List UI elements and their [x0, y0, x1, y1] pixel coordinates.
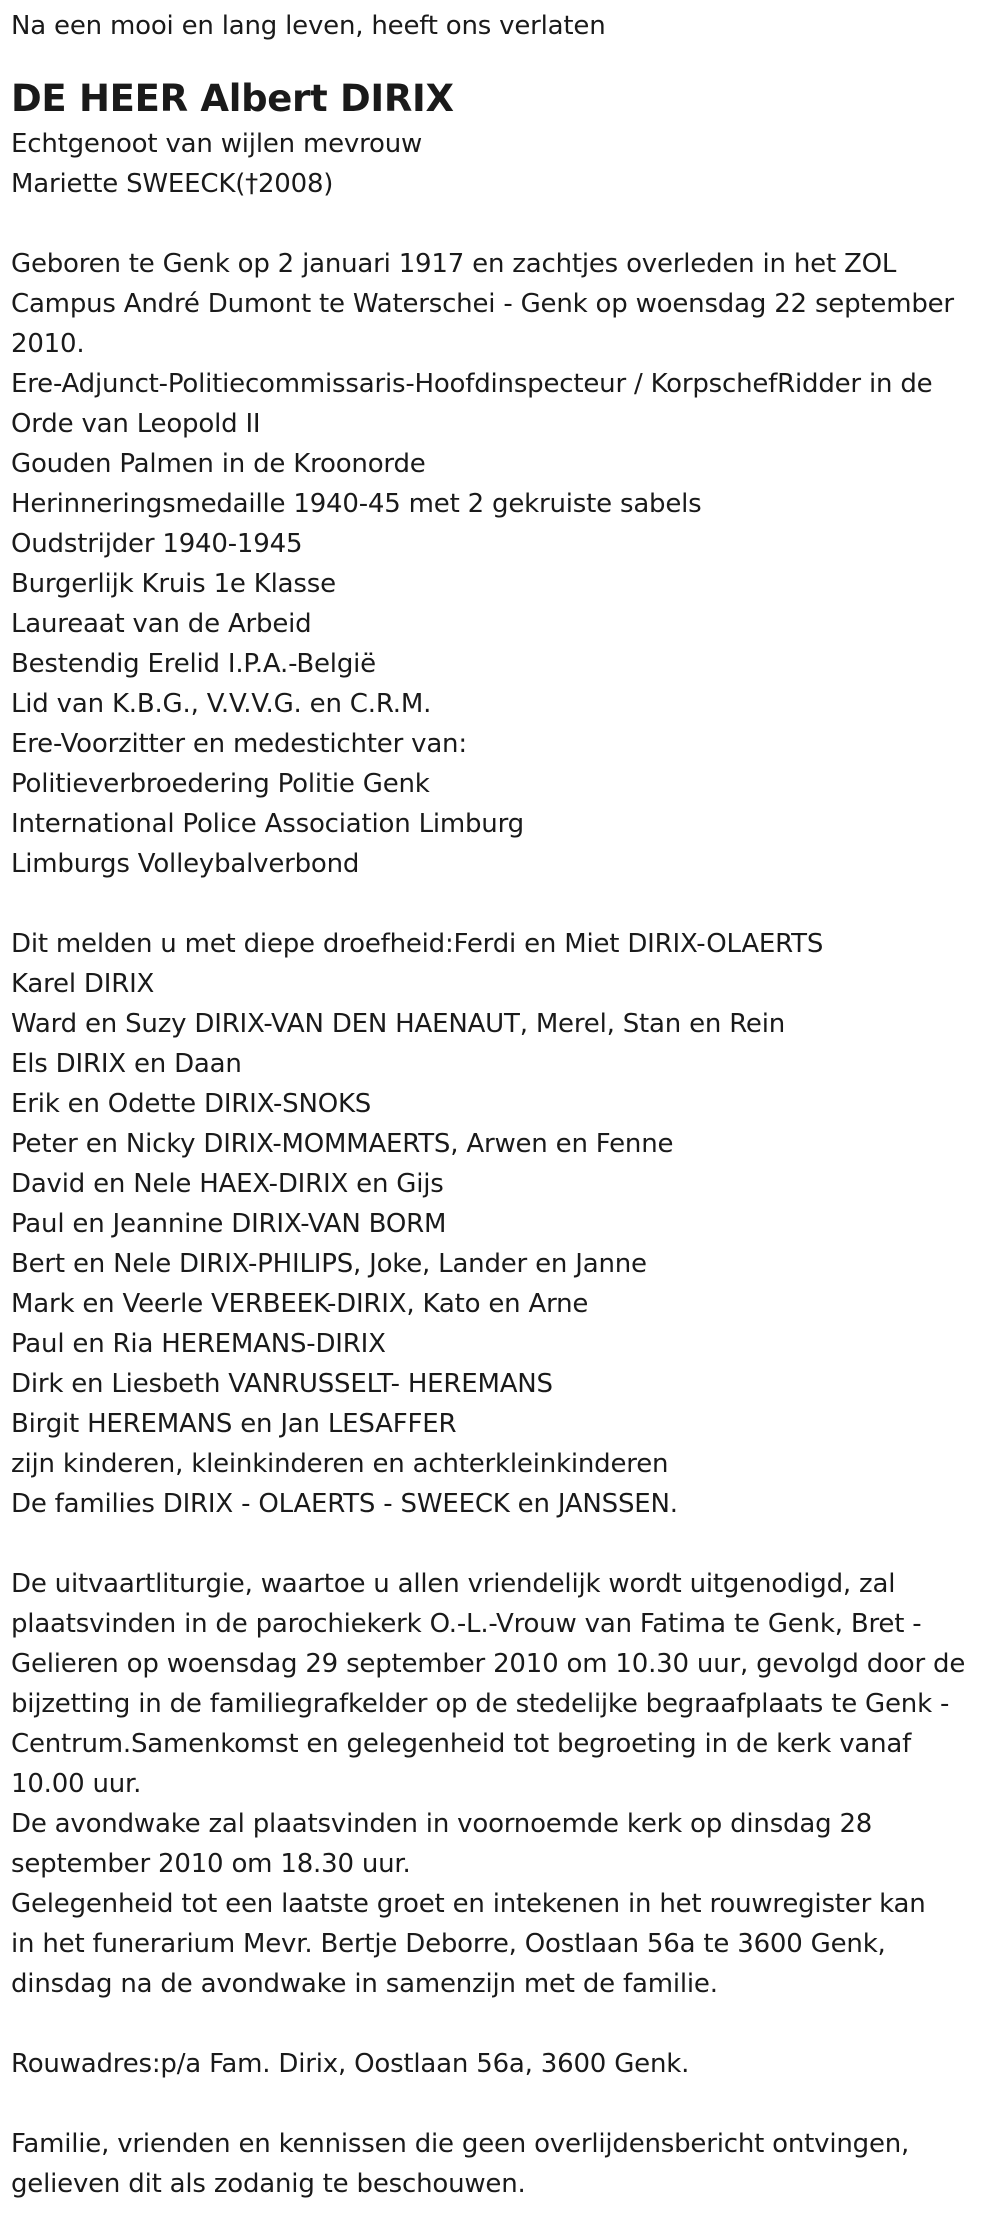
funeral-line: plaatsvinden in de parochiekerk O.-L.-Vrouw van Fatima te Genk, Bret -	[11, 1609, 922, 1639]
biography-line: Lid van K.B.G., V.V.V.G. en C.R.M.	[11, 689, 432, 719]
family-line: Paul en Ria HEREMANS-DIRIX	[11, 1329, 386, 1359]
deceased-name: DE HEER Albert DIRIX	[11, 77, 454, 120]
funeral-line: Gelegenheid tot een laatste groet en intekenen in het rouwregister kan	[11, 1889, 926, 1919]
family-line: Karel DIRIX	[11, 969, 155, 999]
funeral-line: dinsdag na de avondwake in samenzijn met de familie.	[11, 1969, 718, 1999]
funeral-line: De avondwake zal plaatsvinden in voornoemde kerk op dinsdag 28	[11, 1809, 873, 1839]
closing-line: Familie, vrienden en kennissen die geen overlijdensbericht ontvingen,	[11, 2129, 910, 2159]
family-line: Bert en Nele DIRIX-PHILIPS, Joke, Lander en Janne	[11, 1249, 647, 1279]
funeral-line: De uitvaartliturgie, waartoe u allen vriendelijk wordt uitgenodigd, zal	[11, 1569, 896, 1599]
family-line: Ward en Suzy DIRIX-VAN DEN HAENAUT, Merel, Stan en Rein	[11, 1009, 786, 1039]
funeral-section	[11, 1564, 991, 2004]
funeral-line: bijzetting in de familiegrafkelder op de stedelijke begraafplaats te Genk -	[11, 1689, 950, 1719]
mourning-address: Rouwadres:p/a Fam. Dirix, Oostlaan 56a, 3600 Genk.	[11, 2049, 690, 2079]
biography-line: Campus André Dumont te Waterschei - Genk op woensdag 22 september	[11, 289, 954, 319]
family-line: Dit melden u met diepe droefheid:Ferdi en Miet DIRIX-OLAERTS	[11, 929, 824, 959]
spouse-line: Echtgenoot van wijlen mevrouw	[11, 129, 423, 159]
family-line: Erik en Odette DIRIX-SNOKS	[11, 1089, 372, 1119]
biography-line: Geboren te Genk op 2 januari 1917 en zachtjes overleden in het ZOL	[11, 249, 897, 279]
family-section	[11, 924, 991, 1524]
biography-line: Laureaat van de Arbeid	[11, 609, 312, 639]
family-line: Mark en Veerle VERBEEK-DIRIX, Kato en Arne	[11, 1289, 589, 1319]
paragraph-gap	[11, 204, 991, 244]
biography-line: Gouden Palmen in de Kroonorde	[11, 449, 426, 479]
biography-line: Bestendig Erelid I.P.A.-België	[11, 649, 376, 679]
biography-line: Oudstrijder 1940-1945	[11, 529, 303, 559]
biography-line: Ere-Voorzitter en medestichter van:	[11, 729, 467, 759]
closing-line: gelieven dit als zodanig te beschouwen.	[11, 2169, 526, 2199]
funeral-line: Centrum.Samenkomst en gelegenheid tot begroeting in de kerk vanaf	[11, 1729, 912, 1759]
paragraph-gap	[11, 1524, 991, 1564]
family-line: Birgit HEREMANS en Jan LESAFFER	[11, 1409, 457, 1439]
family-line: zijn kinderen, kleinkinderen en achterkleinkinderen	[11, 1449, 669, 1479]
biography-line: International Police Association Limburg	[11, 809, 524, 839]
intro-text: Na een mooi en lang leven, heeft ons verlaten	[11, 11, 606, 41]
paragraph-gap	[11, 2004, 991, 2044]
biography-line: 2010.	[11, 329, 85, 359]
biography-line: Ere-Adjunct-Politiecommissaris-Hoofdinspecteur / KorpschefRidder in de	[11, 369, 933, 399]
closing-section	[11, 2124, 991, 2204]
biography-section	[11, 244, 991, 884]
paragraph-gap	[11, 2084, 991, 2124]
biography-line: Herinneringsmedaille 1940-45 met 2 gekruiste sabels	[11, 489, 702, 519]
spouse-section	[11, 124, 991, 204]
family-line: David en Nele HAEX-DIRIX en Gijs	[11, 1169, 444, 1199]
family-line: Els DIRIX en Daan	[11, 1049, 242, 1079]
paragraph-gap	[11, 884, 991, 924]
family-line: Peter en Nicky DIRIX-MOMMAERTS, Arwen en Fenne	[11, 1129, 674, 1159]
family-line: De families DIRIX - OLAERTS - SWEECK en JANSSEN.	[11, 1489, 678, 1519]
funeral-line: september 2010 om 18.30 uur.	[11, 1849, 411, 1879]
funeral-line: Gelieren op woensdag 29 september 2010 om 10.30 uur, gevolgd door de	[11, 1649, 966, 1679]
biography-line: Politieverbroedering Politie Genk	[11, 769, 430, 799]
family-line: Paul en Jeannine DIRIX-VAN BORM	[11, 1209, 447, 1239]
funeral-line: 10.00 uur.	[11, 1769, 142, 1799]
spouse-line: Mariette SWEECK(†2008)	[11, 169, 334, 199]
family-line: Dirk en Liesbeth VANRUSSELT- HEREMANS	[11, 1369, 553, 1399]
biography-line: Orde van Leopold II	[11, 409, 261, 439]
biography-line: Burgerlijk Kruis 1e Klasse	[11, 569, 336, 599]
funeral-line: in het funerarium Mevr. Bertje Deborre, Oostlaan 56a te 3600 Genk,	[11, 1929, 886, 1959]
obituary-notice	[11, 0, 991, 2204]
biography-line: Limburgs Volleybalverbond	[11, 849, 360, 879]
